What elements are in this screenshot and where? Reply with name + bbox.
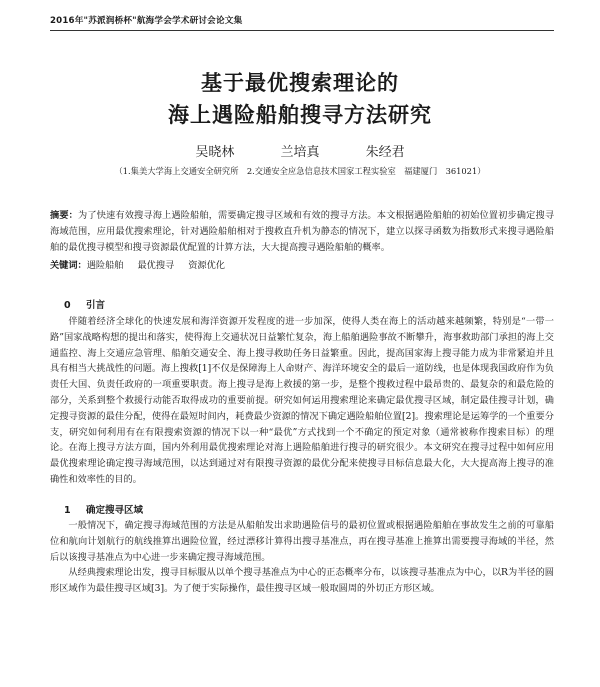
abstract-label: 摘要： bbox=[50, 210, 79, 221]
running-header: 2016年"苏派润桥杯"航海学会学术研讨会论文集 bbox=[50, 14, 554, 31]
author-name: 吴晓林 bbox=[195, 145, 235, 160]
keyword: 遇险船舶 bbox=[86, 260, 124, 271]
paper-title-line-2: 海上遇险船舶搜寻方法研究 bbox=[168, 103, 432, 127]
author-name: 朱经君 bbox=[365, 145, 405, 160]
intro-paragraph: 伴随着经济全球化的快速发展和海洋资源开发程度的进一步加深，使得人类在海上的活动越来越频繁，特别是“一带一路”国家战略构想的提出和落实，使得海上交通状况日益繁忙复杂，海上船舶遇险事故不断攀升，海事救助部门承担的海上交通监控、海上交通应急管理、船舶交通安全、海上搜寻救助任务日益繁重。因此，提高国家海上搜寻能力成为非常紧迫并且具有相当大挑战性的问题。海上搜救[1]不仅是保障海上人命财产、海洋环境安全的最后一道防线，也是体现我国政府作为负责任大国、负责任政府的一项重要职责。海上搜寻是海上救援的第一步，是整个搜救过程中最昂贵的、最复杂的和最危险的部分，关系到整个救援行动能否取得成功的重要前提。研究如何运用搜索理论来确定最优搜寻区域，制定最佳搜寻计划，确定搜寻资源的最佳分配，使得在最短时间内，耗费最少资源的情况下确定遇险船舶位置[2]。搜索理论是运筹学的一个重要分支，研究如何利用有在有限搜索资源的情况下以一种“最优”方式找到一个不确定的预定对象（通常被称作搜索目标）的理论。在海上搜寻方法方面，国内外利用最优搜索理论对海上遇险船舶进行搜寻的研究很少。本文研究在搜寻过程中如何应用最优搜索理论确定搜寻海域范围，以达到通过对有限搜寻资源的最优分配来使搜寻目标信息最大化，大大提高海上搜寻的准确性和效率性的目的。 bbox=[50, 316, 554, 485]
keyword: 最优搜寻 bbox=[137, 260, 175, 271]
body-paragraph: 一般情况下，确定搜寻海域范围的方法是从船舶发出求助遇险信号的最初位置或根据遇险船舶在事故发生之前的可靠船位和航向计划航行的航线推算出遇险位置，经过漂移计算得出搜寻基准点，再在搜寻基准上推算出需要搜寻海域的半径，然后以该搜寻基准点为中心进一步来确定搜寻海域范围。 bbox=[50, 520, 554, 563]
section-heading-intro bbox=[64, 297, 105, 311]
keyword: 资源优化 bbox=[188, 260, 225, 271]
author-list bbox=[0, 141, 600, 160]
section-title: 确定搜寻区域 bbox=[86, 505, 144, 516]
section-body-search-area bbox=[50, 518, 554, 597]
section-number: 1 bbox=[64, 505, 71, 516]
section-title: 引言 bbox=[86, 300, 106, 311]
section-number: 0 bbox=[64, 300, 71, 311]
author-name: 兰培真 bbox=[280, 145, 320, 160]
section-heading-search-area bbox=[64, 502, 143, 516]
body-paragraph: 从经典搜索理论出发，搜寻目标服从以单个搜寻基准点为中心的正态概率分布，以该搜寻基准点为中心，以R为半径的圆形区域作为最佳搜寻区域[3]。为了便于实际操作，最佳搜寻区域一般取圆周的外切正方形区域。 bbox=[50, 567, 554, 595]
keywords bbox=[50, 258, 554, 274]
abstract-text: 为了快速有效搜寻海上遇险船舶，需要确定搜寻区域和有效的搜寻方法。本文根据遇险船舶的初始位置初步确定搜寻海域范围，应用最优搜索理论，针对遇险船舶相对于搜救直升机为静态的情况下，建立以探寻函数为指数形式来搜寻遇险船舶的最优搜寻模型和搜寻资源最优配置的计算方法，大大提高搜寻遇险船舶的概率。 bbox=[50, 210, 555, 253]
paper-title-line-1: 基于最优搜索理论的 bbox=[201, 71, 399, 95]
author-affiliation: （1.集美大学海上交通安全研究所 2.交通安全应急信息技术国家工程实验室 福建厦门 361021） bbox=[114, 166, 486, 176]
abstract bbox=[50, 208, 554, 255]
keywords-label: 关键词： bbox=[50, 260, 87, 271]
